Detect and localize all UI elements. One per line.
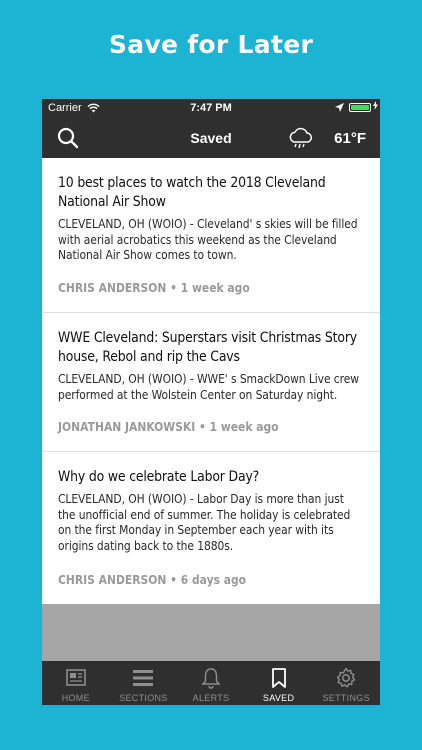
- phone-screen: [42, 99, 380, 705]
- tab-home[interactable]: [42, 661, 110, 705]
- charging-icon: [373, 101, 378, 112]
- weather-widget[interactable]: [286, 127, 366, 151]
- battery-icon: [349, 103, 371, 112]
- article-summary: CLEVELAND, OH (WOIO) - WWE' s SmackDown Live crew performed at the Wolstein Center on Saturday night.: [58, 371, 359, 402]
- rain-cloud-icon: [288, 127, 314, 151]
- nav-bar: [42, 118, 380, 158]
- carrier-label: Carrier: [48, 102, 82, 114]
- tab-label: SETTINGS: [322, 693, 370, 703]
- tab-settings[interactable]: [312, 661, 380, 705]
- article-title[interactable]: 10 best places to watch the 2018 Cleveland National Air Show: [58, 175, 326, 210]
- temperature-label: 61°F: [334, 130, 366, 147]
- article-summary: CLEVELAND, OH (WOIO) - Cleveland' s skies will be filled with aerial acrobatics this weekend as the Cleveland National Air Show comes to town.: [58, 216, 358, 262]
- promo-headline: Save for Later: [108, 30, 314, 59]
- tab-label: HOME: [61, 693, 90, 703]
- tab-alerts[interactable]: [177, 661, 245, 705]
- article-card[interactable]: [42, 313, 380, 452]
- article-byline: CHRIS ANDERSON • 6 days ago: [58, 572, 247, 587]
- article-byline: CHRIS ANDERSON • 1 week ago: [58, 280, 250, 295]
- article-title[interactable]: Why do we celebrate Labor Day?: [58, 469, 260, 485]
- location-arrow-icon: [335, 103, 344, 115]
- tab-saved[interactable]: [245, 661, 313, 705]
- tab-bar: [42, 661, 380, 705]
- tab-label: ALERTS: [192, 693, 230, 703]
- status-bar: [42, 99, 380, 118]
- status-time: 7:47 PM: [190, 102, 232, 114]
- page-title: Saved: [190, 130, 232, 146]
- tab-label: SAVED: [262, 693, 295, 703]
- article-summary: CLEVELAND, OH (WOIO) - Labor Day is more than just the unofficial end of summer. The holiday is celebrated on the first Monday in September each year with its origins dating back to the 1880s.: [58, 491, 351, 553]
- tab-sections[interactable]: [110, 661, 178, 705]
- article-byline: JONATHAN JANKOWSKI • 1 week ago: [58, 419, 279, 434]
- article-card[interactable]: [42, 452, 380, 604]
- tab-label: SECTIONS: [119, 693, 168, 703]
- article-title[interactable]: WWE Cleveland: Superstars visit Christmas Story house, Rebol and rip the Cavs: [58, 330, 357, 365]
- saved-articles-list: [42, 158, 380, 604]
- article-card[interactable]: [42, 158, 380, 313]
